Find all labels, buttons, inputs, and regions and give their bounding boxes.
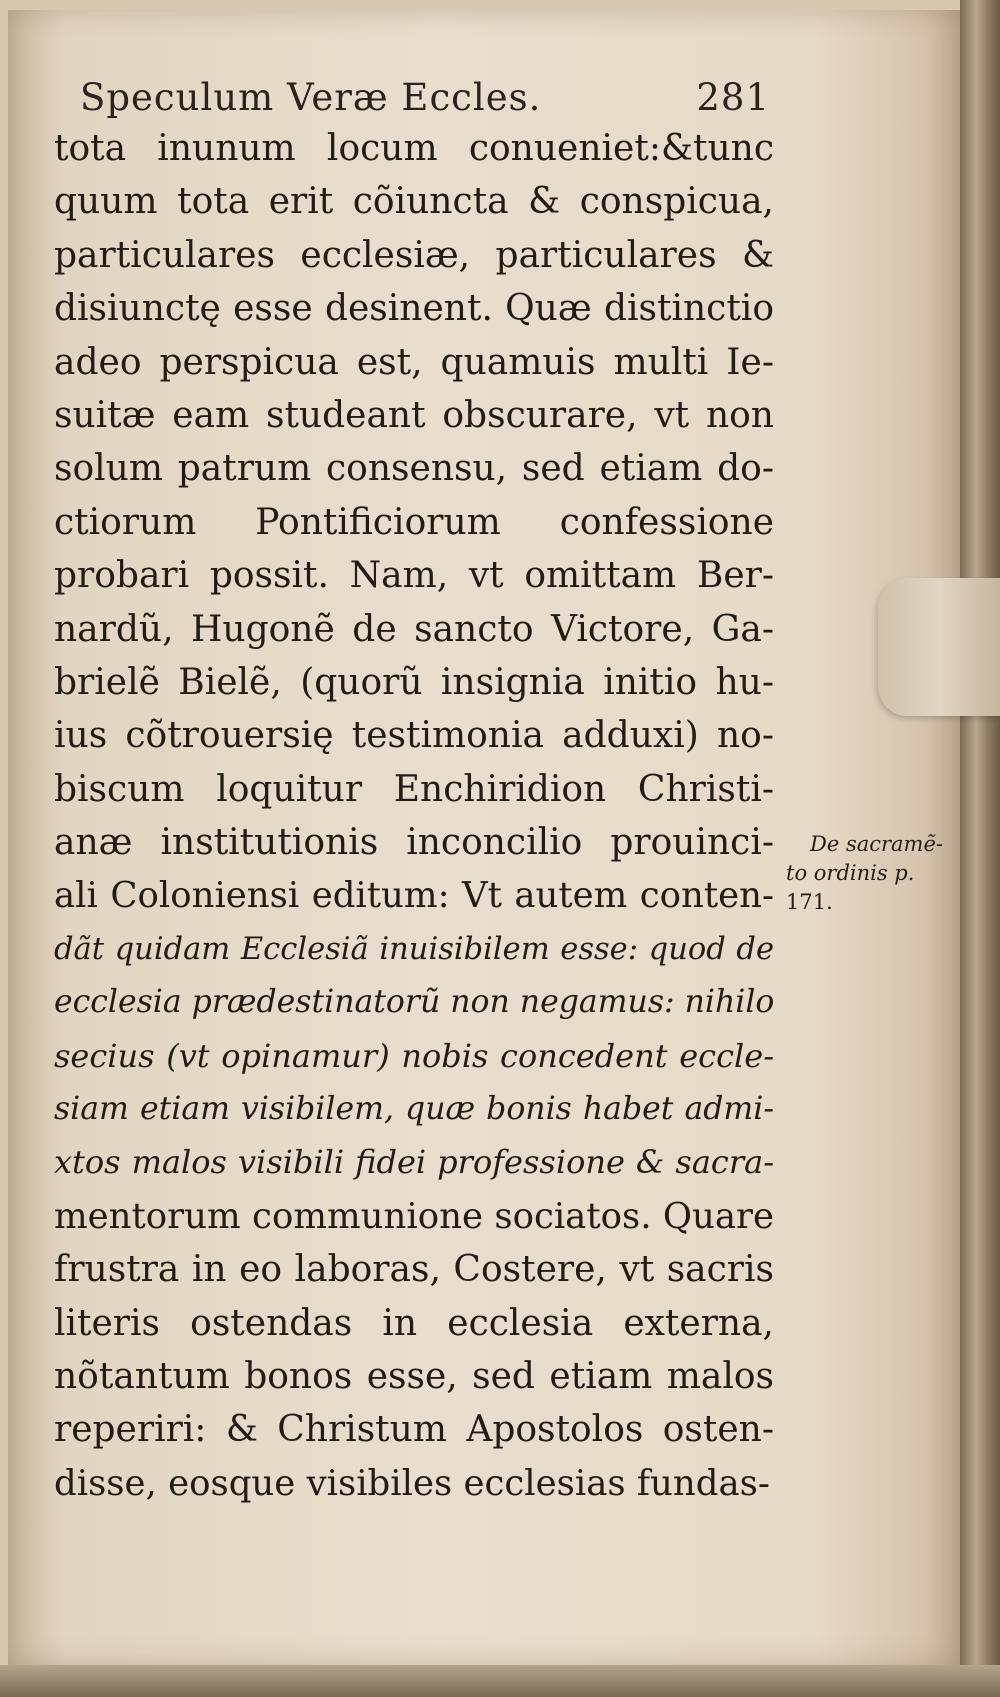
text-line: probari possit. Nam, vt omittam Ber-	[54, 555, 774, 597]
running-title: Speculum Veræ Eccles.	[80, 76, 542, 119]
text-line: reperiri: & Christum Apostolos osten-	[54, 1409, 774, 1451]
text-line: suitæ eam studeant obscurare, vt non	[54, 394, 774, 436]
text-line: nõtantum bonos esse, sed etiam malos	[54, 1355, 774, 1397]
marginal-note-reference: 171.	[786, 890, 833, 914]
marginal-note-line: De sacramẽ-	[810, 832, 943, 856]
text-line: adeo perspicua est, quamuis multi Ie-	[54, 341, 774, 383]
text-line: brielẽ Bielẽ, (quorũ insignia initio hu-	[54, 661, 774, 703]
text-line: ctiorum Pontificiorum confessione	[54, 501, 774, 543]
text-line: ius cõtrouersię testimonia adduxi) no-	[54, 715, 774, 757]
page-header	[80, 70, 770, 124]
text-line: particulares ecclesiæ, particulares &	[54, 234, 774, 276]
text-line-italic: xtos malos visibili fidei professione & sacra-	[54, 1143, 774, 1182]
book-edge-right	[960, 0, 1000, 1697]
text-line: tota inunum locum conueniet:&tunc	[54, 128, 774, 169]
text-line: solum patrum consensu, sed etiam do-	[54, 448, 774, 490]
text-line-italic: siam etiam visibilem, quæ bonis habet admi-	[54, 1091, 774, 1128]
text-line: literis ostendas in ecclesia externa,	[54, 1302, 774, 1344]
text-line-italic: dãt quidam Ecclesiã inuisibilem esse: quod de	[54, 931, 774, 967]
body-text	[54, 122, 774, 1510]
marginal-note-line: to ordinis p.	[786, 861, 915, 885]
text-line: disse, eosque visibiles ecclesias fundas-	[54, 1462, 770, 1504]
text-line: nardũ, Hugonẽ de sancto Victore, Ga-	[54, 608, 774, 650]
book-edge-bottom	[0, 1665, 1000, 1697]
text-line-italic: ecclesia prædestinatorũ non negamus: nihilo	[54, 984, 775, 1021]
text-line: ali Coloniensi editum: Vt autem conten-	[54, 875, 774, 917]
page-tab-marker	[878, 578, 1000, 716]
text-line: anæ institutionis inconcilio prouinci-	[54, 822, 774, 864]
text-line-italic: secius (vt opinamur) nobis concedent eccle-	[54, 1036, 774, 1075]
text-line: mentorum communione sociatos. Quare	[54, 1195, 774, 1237]
marginal-note	[786, 830, 946, 917]
text-line: quum tota erit cõiuncta & conspicua,	[54, 181, 774, 223]
text-line: frustra in eo laboras, Costere, vt sacris	[54, 1249, 774, 1291]
page-number: 281	[696, 76, 770, 119]
text-line: biscum loquitur Enchiridion Christi-	[54, 768, 774, 810]
text-line: disiunctę esse desinent. Quæ distinctio	[54, 288, 774, 330]
